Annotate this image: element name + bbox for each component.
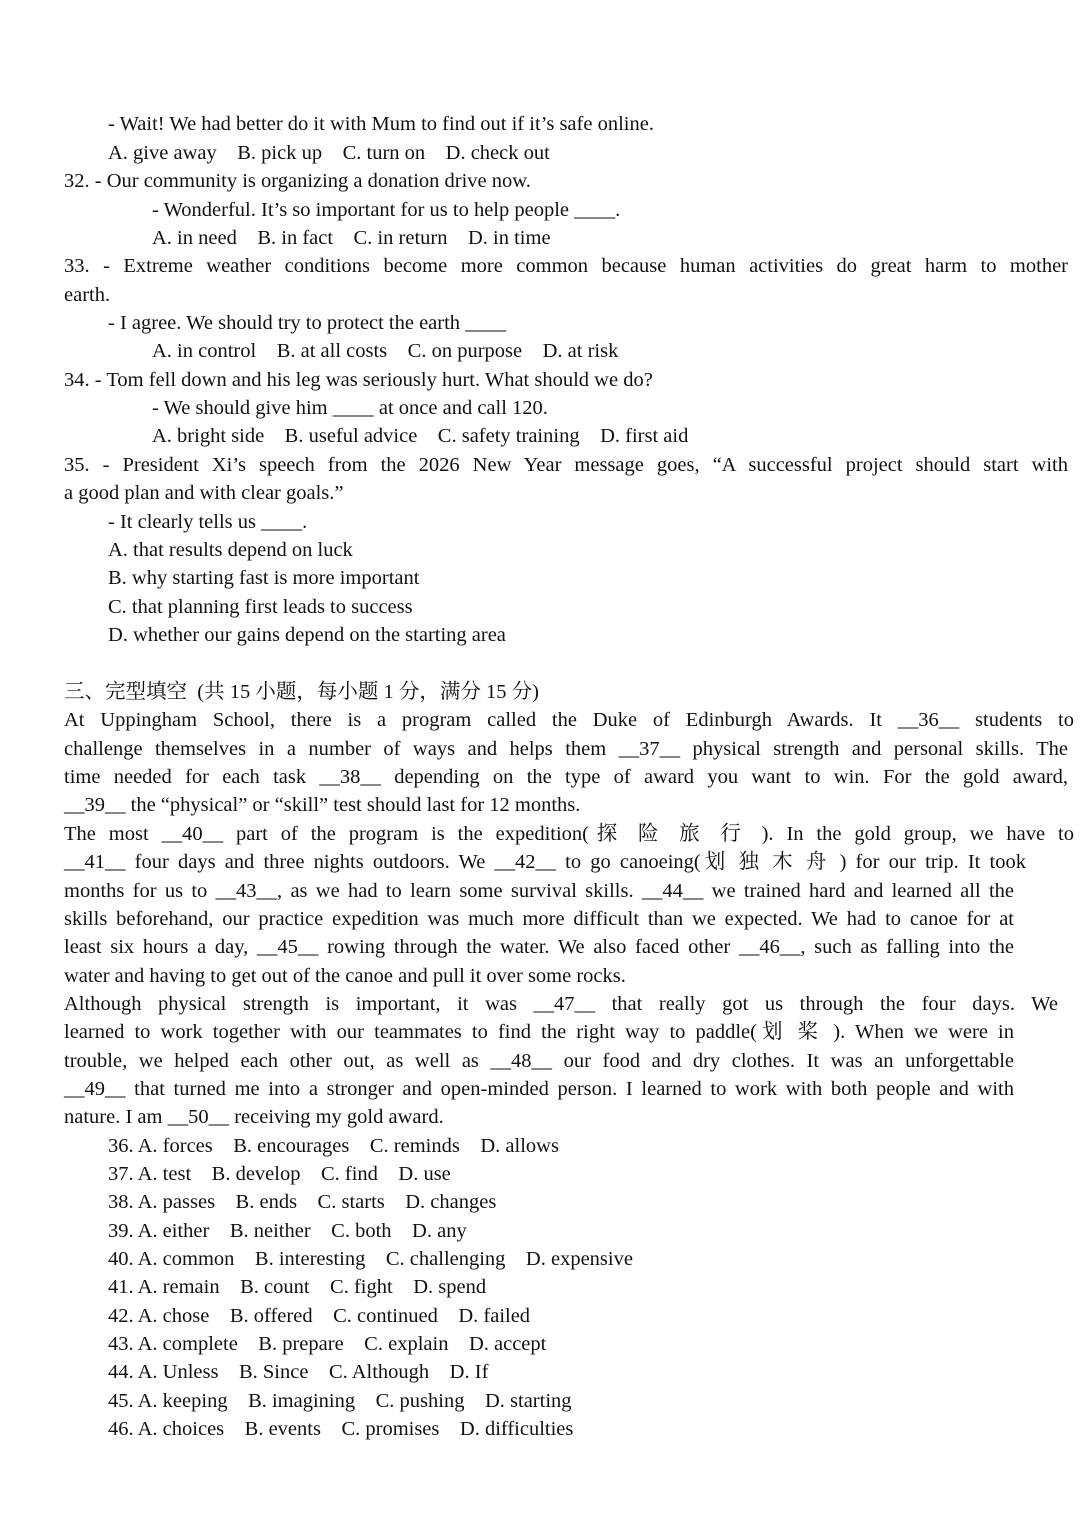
choice-44: 44. A. Unless B. Since C. Although D. If (108, 1361, 489, 1383)
passage-p3-line2: learned to work together with our teammates to find the right way to paddle(划 桨 ). When we were in (64, 1021, 1014, 1043)
passage-p3-line5: nature. I am __50__ receiving my gold award. (64, 1106, 444, 1128)
q34-response: - We should give him ____ at once and call 120. (152, 397, 548, 419)
choice-37: 37. A. test B. develop C. find D. use (108, 1163, 451, 1185)
q32-options: A. in need B. in fact C. in return D. in time (152, 227, 551, 249)
choice-43: 43. A. complete B. prepare C. explain D. accept (108, 1333, 547, 1355)
choice-39: 39. A. either B. neither C. both D. any (108, 1220, 467, 1242)
q35-response: - It clearly tells us ____. (108, 511, 308, 533)
q31-response: - Wait! We had better do it with Mum to find out if it’s safe online. (108, 113, 654, 135)
q33-prompt-line1: 33. - Extreme weather conditions become more common because human activities do great harm to mother (64, 255, 1068, 277)
choice-36: 36. A. forces B. encourages C. reminds D. allows (108, 1135, 559, 1157)
q33-response: - I agree. We should try to protect the earth ____ (108, 312, 507, 334)
passage-p2-line4: skills beforehand, our practice expedition was much more difficult than we expected. We had to canoe for at (64, 908, 1014, 930)
q35-prompt-line2: a good plan and with clear goals.” (64, 482, 344, 504)
passage-p3-line1: Although physical strength is important, it was __47__ that really got us through the four days. We (64, 993, 1058, 1015)
passage-p1-line3: time needed for each task __38__ depending on the type of award you want to win. For the gold award, (64, 766, 1068, 788)
section-heading: 三、完型填空 (共 15 小题，每小题 1 分，满分 15 分) (64, 681, 539, 703)
q34-prompt: 34. - Tom fell down and his leg was seriously hurt. What should we do? (64, 369, 653, 391)
choice-42: 42. A. chose B. offered C. continued D. failed (108, 1305, 531, 1327)
q33-options: A. in control B. at all costs C. on purpose D. at risk (152, 340, 619, 362)
passage-p3-line3: trouble, we helped each other out, as well as __48__ our food and dry clothes. It was an unforgettable (64, 1050, 1014, 1072)
passage-p2-line2: __41__ four days and three nights outdoors. We __42__ to go canoeing(划 独 木 舟 ) for our trip. It took (64, 851, 1026, 873)
q31-options: A. give away B. pick up C. turn on D. check out (108, 142, 550, 164)
passage-p2-line5: least six hours a day, __45__ rowing through the water. We also faced other __46__, such as falling into the (64, 936, 1014, 958)
passage-p1-line4: __39__ the “physical” or “skill” test should last for 12 months. (64, 794, 581, 816)
q35-option-d: D. whether our gains depend on the starting area (108, 624, 506, 646)
passage-p1-line1: At Uppingham School, there is a program called the Duke of Edinburgh Awards. It __36__ students to (64, 709, 1074, 731)
choice-46: 46. A. choices B. events C. promises D. difficulties (108, 1418, 574, 1440)
choice-38: 38. A. passes B. ends C. starts D. changes (108, 1191, 497, 1213)
q35-option-c: C. that planning first leads to success (108, 596, 413, 618)
passage-p2-line6: water and having to get out of the canoe and pull it over some rocks. (64, 965, 626, 987)
choice-41: 41. A. remain B. count C. fight D. spend (108, 1276, 487, 1298)
q35-option-a: A. that results depend on luck (108, 539, 353, 561)
passage-p2-line1: The most __40__ part of the program is the expedition(探 险 旅 行 ). In the gold group, we have to (64, 823, 1074, 845)
q32-prompt: 32. - Our community is organizing a donation drive now. (64, 170, 531, 192)
q32-response: - Wonderful. It’s so important for us to help people ____. (152, 199, 621, 221)
q33-prompt-line2: earth. (64, 284, 111, 306)
choice-45: 45. A. keeping B. imagining C. pushing D. starting (108, 1390, 572, 1412)
passage-p1-line2: challenge themselves in a number of ways and helps them __37__ physical strength and personal skills. The (64, 738, 1068, 760)
passage-p3-line4: __49__ that turned me into a stronger and open-minded person. I learned to work with both people and with (64, 1078, 1014, 1100)
q34-options: A. bright side B. useful advice C. safety training D. first aid (152, 425, 689, 447)
q35-option-b: B. why starting fast is more important (108, 567, 420, 589)
passage-p2-line3: months for us to __43__, as we had to learn some survival skills. __44__ we trained hard and learned all the (64, 880, 1014, 902)
q35-prompt-line1: 35. - President Xi’s speech from the 2026 New Year message goes, “A successful project should start with (64, 454, 1068, 476)
choice-40: 40. A. common B. interesting C. challenging D. expensive (108, 1248, 633, 1270)
